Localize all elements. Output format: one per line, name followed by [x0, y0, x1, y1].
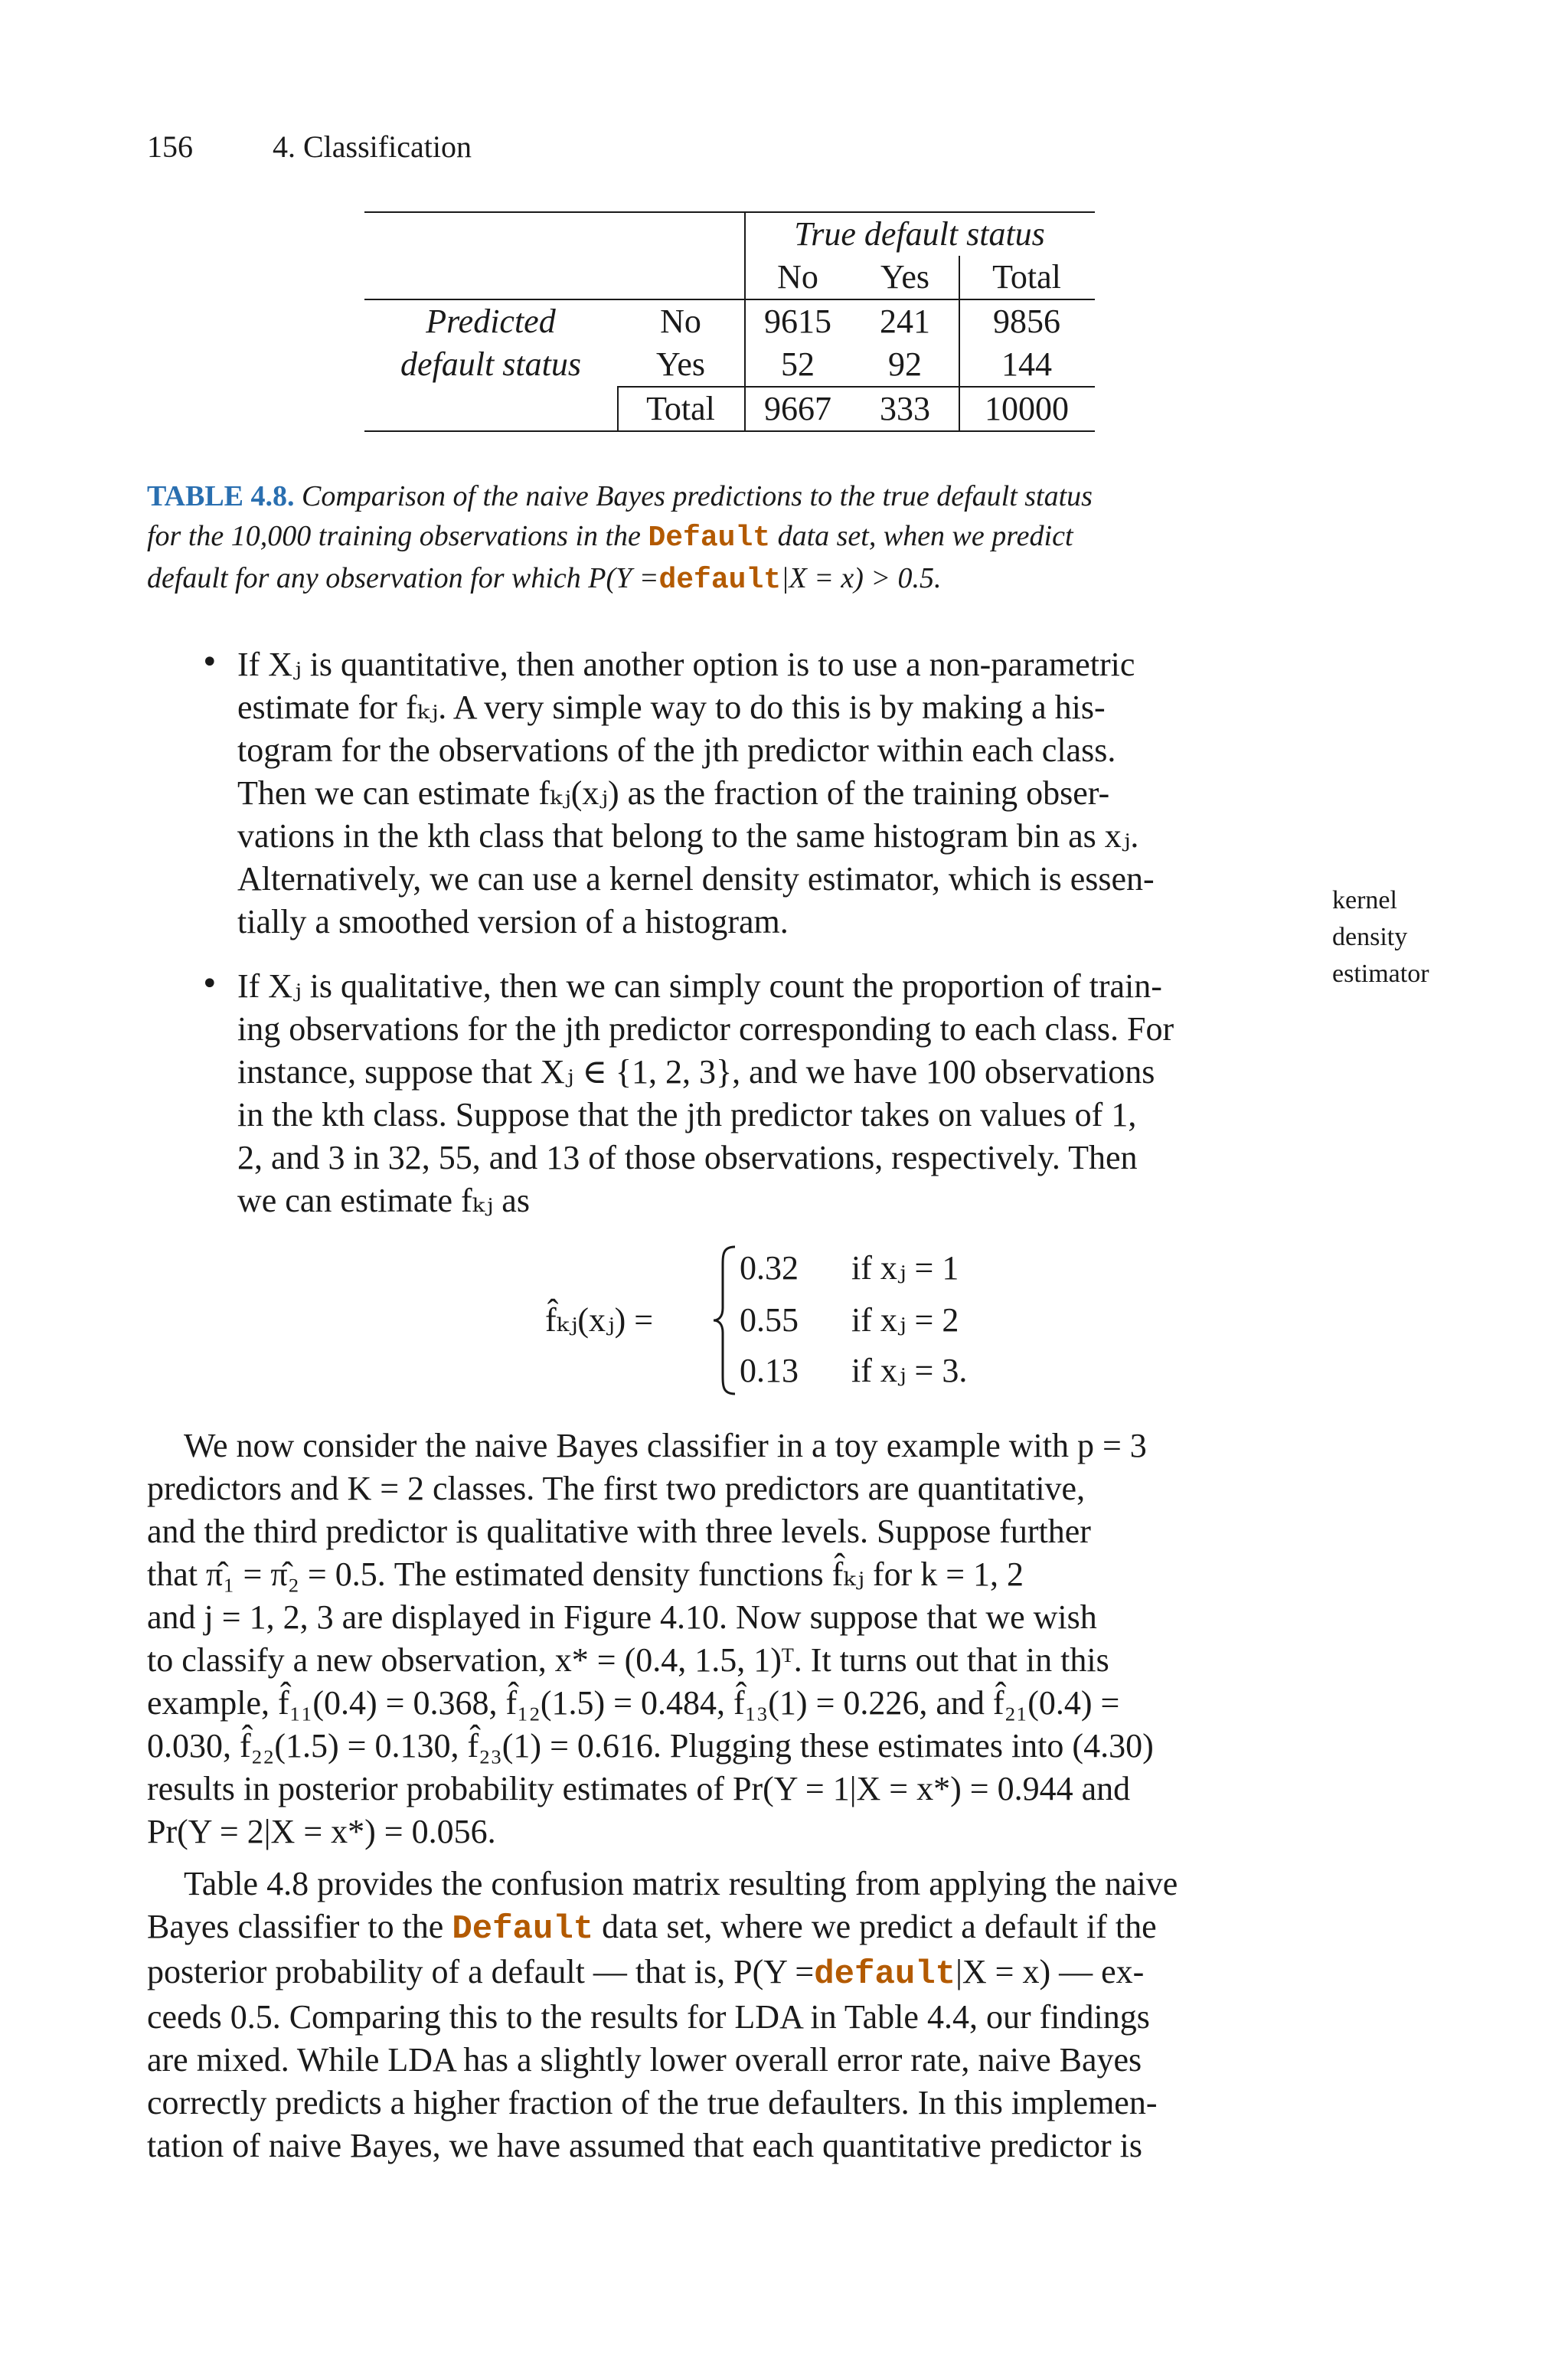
text-line: we can estimate fₖⱼ as — [237, 1182, 530, 1219]
text-line: We now consider the naive Bayes classifier in a toy example with p = 3 — [184, 1427, 1147, 1464]
text-line: 2, and 3 in 32, 55, and 13 of those observations, respectively. Then — [237, 1139, 1138, 1176]
text-line: Alternatively, we can use a kernel density estimator, which is essen- — [237, 860, 1155, 898]
text-line: togram for the observations of the jth predictor within each class. — [237, 731, 1116, 769]
bullet-icon: • — [201, 645, 219, 680]
text-line: tation of naive Bayes, we have assumed that each quantitative predictor is — [147, 2127, 1142, 2164]
table-cell: 241 — [880, 303, 930, 340]
text-line: and j = 1, 2, 3 are displayed in Figure 4.10. Now suppose that we wish — [147, 1598, 1097, 1636]
col-header-yes: Yes — [880, 258, 930, 296]
code-default: default — [814, 1955, 956, 1994]
table-cell: 9856 — [993, 303, 1060, 340]
bullet-icon: • — [201, 967, 219, 1002]
case-condition: if xⱼ = 1 — [851, 1249, 959, 1287]
table-cell: 333 — [880, 390, 930, 427]
text-line: predictors and K = 2 classes. The first two predictors are quantitative, — [147, 1470, 1086, 1507]
text-line: correctly predicts a higher fraction of the true defaulters. In this implemen- — [147, 2084, 1158, 2121]
code-default: Default — [452, 1910, 594, 1948]
body-paragraph — [147, 1863, 1311, 2167]
row-label-no: No — [660, 303, 701, 340]
body-paragraph — [147, 1425, 1311, 1853]
text-line: posterior probability of a default — that is, P(Y =default|X = x) — ex- — [147, 1953, 1145, 1994]
row-label-total: Total — [646, 390, 715, 427]
text-line: If Xⱼ is qualitative, then we can simply count the proportion of train- — [237, 967, 1162, 1005]
caption-text: |X = x) > 0.5. — [781, 562, 942, 594]
text-line: instance, suppose that Xⱼ ∈ {1, 2, 3}, and we have 100 observations — [237, 1053, 1155, 1091]
caption-label: TABLE 4.8. — [147, 480, 295, 512]
col-header-no: No — [777, 258, 818, 296]
table-super-header: True default status — [794, 215, 1045, 253]
table-cell: 9667 — [764, 390, 831, 427]
caption-text: default for any observation for which P(Y = — [147, 562, 659, 594]
table-cell: 144 — [1001, 345, 1052, 383]
code-default: Default — [648, 522, 771, 554]
table-cell: 10000 — [985, 390, 1069, 427]
chapter-title: 4. Classification — [273, 129, 472, 164]
case-condition: if xⱼ = 2 — [851, 1301, 959, 1339]
case-condition: if xⱼ = 3. — [851, 1352, 968, 1389]
case-value: 0.32 — [740, 1249, 799, 1287]
margin-note-line: estimator — [1332, 960, 1429, 988]
table-cell: 52 — [781, 345, 815, 383]
bullet-item — [237, 643, 1311, 944]
row-label-yes: Yes — [655, 345, 706, 383]
text-line: and the third predictor is qualitative with three levels. Suppose further — [147, 1513, 1091, 1550]
text-line: in the kth class. Suppose that the jth predictor takes on values of 1, — [237, 1096, 1137, 1133]
col-header-total: Total — [992, 258, 1061, 296]
text-line: that π̂₁ = π̂₂ = 0.5. The estimated density functions f̂ₖⱼ for k = 1, 2 — [147, 1555, 1024, 1593]
equation-lhs: f̂ₖⱼ(xⱼ) = — [545, 1301, 654, 1339]
table-cell: 92 — [888, 345, 922, 383]
text-line: 0.030, f̂₂₂(1.5) = 0.130, f̂₂₃(1) = 0.616. Plugging these estimates into (4.30) — [147, 1727, 1154, 1765]
bullet-item — [237, 965, 1311, 1222]
text-line: If Xⱼ is quantitative, then another option is to use a non-parametric — [237, 646, 1135, 683]
case-value: 0.13 — [740, 1352, 799, 1389]
text-line: Pr(Y = 2|X = x*) = 0.056. — [147, 1813, 496, 1850]
text-line: example, f̂₁₁(0.4) = 0.368, f̂₁₂(1.5) = 0.484, f̂₁₃(1) = 0.226, and f̂₂₁(0.4) = — [147, 1684, 1120, 1722]
margin-note-line: kernel — [1332, 886, 1397, 914]
text-line: tially a smoothed version of a histogram. — [237, 903, 789, 940]
row-group-label: default status — [400, 345, 581, 383]
caption-text: for the 10,000 training observations in the — [147, 520, 641, 552]
caption-text: Comparison of the naive Bayes predictions to the true default status — [302, 480, 1093, 512]
text-line: results in posterior probability estimates of Pr(Y = 1|X = x*) = 0.944 and — [147, 1770, 1131, 1807]
text-line: are mixed. While LDA has a slightly lower overall error rate, naive Bayes — [147, 2041, 1142, 2079]
text-line: vations in the kth class that belong to the same histogram bin as xⱼ. — [237, 817, 1139, 855]
text-line: Bayes classifier to the Default data set, where we predict a default if the — [147, 1908, 1157, 1948]
table-cell: 9615 — [764, 303, 831, 340]
page-number: 156 — [147, 129, 193, 164]
confusion-matrix-table — [364, 211, 1095, 432]
text-line: Then we can estimate fₖⱼ(xⱼ) as the fraction of the training obser- — [237, 774, 1110, 812]
margin-note — [1332, 882, 1501, 993]
text-line: ceeds 0.5. Comparing this to the results for LDA in Table 4.4, our findings — [147, 1998, 1150, 2036]
code-default: default — [658, 564, 782, 597]
text-line: to classify a new observation, x* = (0.4, 1.5, 1)ᵀ. It turns out that in this — [147, 1641, 1109, 1679]
table-caption — [147, 476, 1312, 600]
left-brace-icon — [710, 1244, 741, 1397]
text-line: ing observations for the jth predictor corresponding to each class. For — [237, 1010, 1174, 1048]
caption-text: data set, when we predict — [777, 520, 1073, 552]
text-line: estimate for fₖⱼ. A very simple way to do this is by making a his- — [237, 689, 1106, 726]
case-value: 0.55 — [740, 1301, 799, 1339]
row-group-label: Predicted — [426, 303, 556, 340]
margin-note-line: density — [1332, 923, 1408, 951]
text-line: Table 4.8 provides the confusion matrix resulting from applying the naive — [184, 1865, 1178, 1902]
